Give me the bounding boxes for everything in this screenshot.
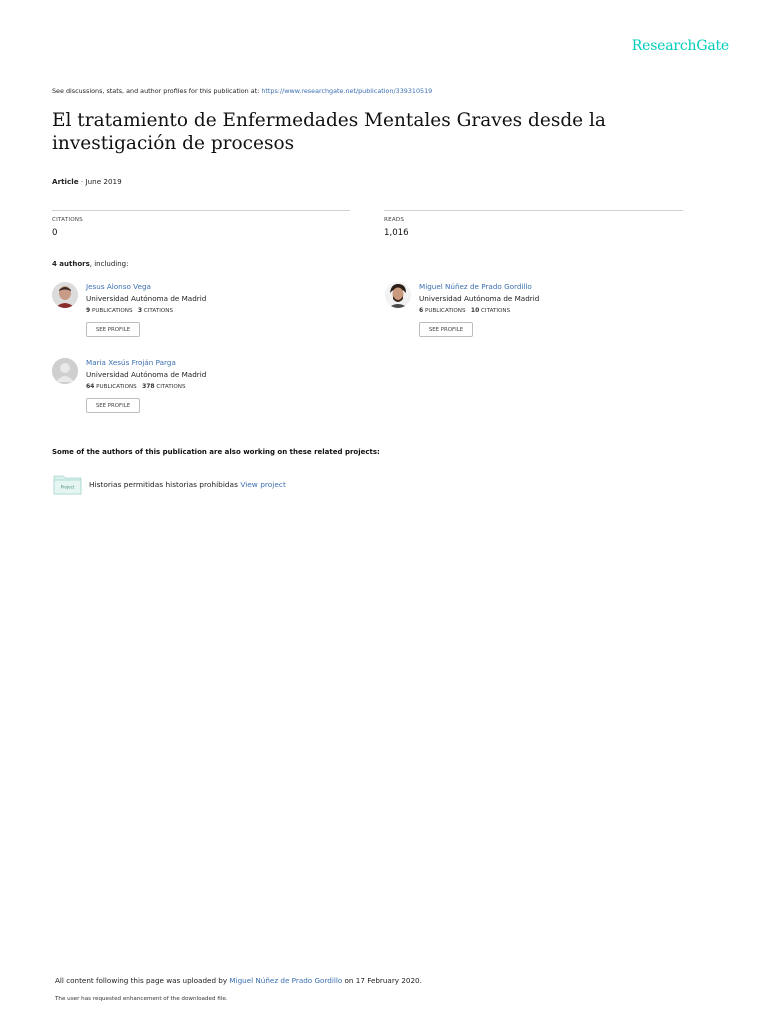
author-name-link[interactable]: Jesus Alonso Vega (86, 282, 151, 291)
meta-separator: · (78, 177, 86, 186)
author-avatar[interactable] (52, 358, 78, 384)
authors-suffix: , including: (89, 260, 129, 268)
author-name-link[interactable]: Maria Xesús Froján Parga (86, 358, 176, 367)
citations-label: CITATIONS (143, 308, 173, 314)
author-institution: Universidad Autónoma de Madrid (86, 370, 207, 379)
publications-label: PUBLICATIONS (96, 384, 137, 390)
authors-count: 4 authors (52, 260, 90, 268)
citations-label: CITATIONS (481, 308, 511, 314)
uploader-link[interactable]: Miguel Núñez de Prado Gordillo (229, 976, 343, 985)
researchgate-logo[interactable]: ResearchGate (631, 38, 729, 54)
project-entry (89, 480, 286, 489)
author-institution: Universidad Autónoma de Madrid (86, 294, 207, 303)
publication-meta (52, 177, 122, 186)
citations-label: CITATIONS (156, 384, 186, 390)
related-projects-heading: Some of the authors of this publication are also working on these related projects: (52, 448, 380, 456)
citations-count: 10 (470, 307, 480, 314)
author-card (385, 282, 685, 352)
publications-count: 6 (419, 307, 424, 314)
citations-value: 0 (52, 228, 58, 238)
reads-divider (384, 210, 683, 211)
see-profile-button[interactable]: SEE PROFILE (419, 322, 473, 337)
enhancement-note: The user has requested enhancement of the downloaded file. (55, 996, 228, 1002)
publication-url-link[interactable]: https://www.researchgate.net/publication/339310519 (261, 87, 433, 95)
publications-label: PUBLICATIONS (91, 308, 133, 314)
publications-label: PUBLICATIONS (424, 308, 466, 314)
view-project-link[interactable]: View project (240, 480, 286, 489)
author-name-link[interactable]: Miguel Núñez de Prado Gordillo (419, 282, 532, 291)
authors-heading (52, 260, 128, 268)
author-avatar[interactable] (52, 282, 78, 308)
reads-label: READS (384, 217, 405, 223)
upload-notice (55, 976, 422, 985)
discussions-line (52, 87, 432, 95)
publication-type: Article (52, 177, 79, 186)
citations-divider (52, 210, 350, 211)
author-stats (86, 307, 173, 314)
author-card (52, 282, 352, 352)
publication-date: June 2019 (85, 177, 122, 186)
see-profile-button[interactable]: SEE PROFILE (86, 322, 140, 337)
publication-title: El tratamiento de Enfermedades Mentales Graves desde la investigación de procesos (52, 110, 606, 154)
author-institution: Universidad Autónoma de Madrid (419, 294, 540, 303)
upload-suffix: on 17 February 2020. (344, 976, 422, 985)
discussions-text: See discussions, stats, and author profiles for this publication at: (52, 87, 260, 95)
author-avatar[interactable] (385, 282, 411, 308)
project-name: Historias permitidas historias prohibidas (89, 480, 238, 489)
reads-value: 1,016 (384, 228, 409, 238)
project-folder-icon (53, 474, 82, 495)
see-profile-button[interactable]: SEE PROFILE (86, 398, 140, 413)
author-stats (419, 307, 510, 314)
citations-label: CITATIONS (52, 217, 83, 223)
author-card (52, 358, 352, 428)
publications-count: 9 (86, 307, 91, 314)
citations-count: 378 (142, 383, 155, 390)
project-icon-label: Project (60, 484, 75, 490)
citations-count: 3 (137, 307, 143, 314)
upload-prefix: All content following this page was uploaded by (55, 976, 228, 985)
author-stats (86, 383, 186, 390)
publications-count: 64 (86, 383, 95, 390)
